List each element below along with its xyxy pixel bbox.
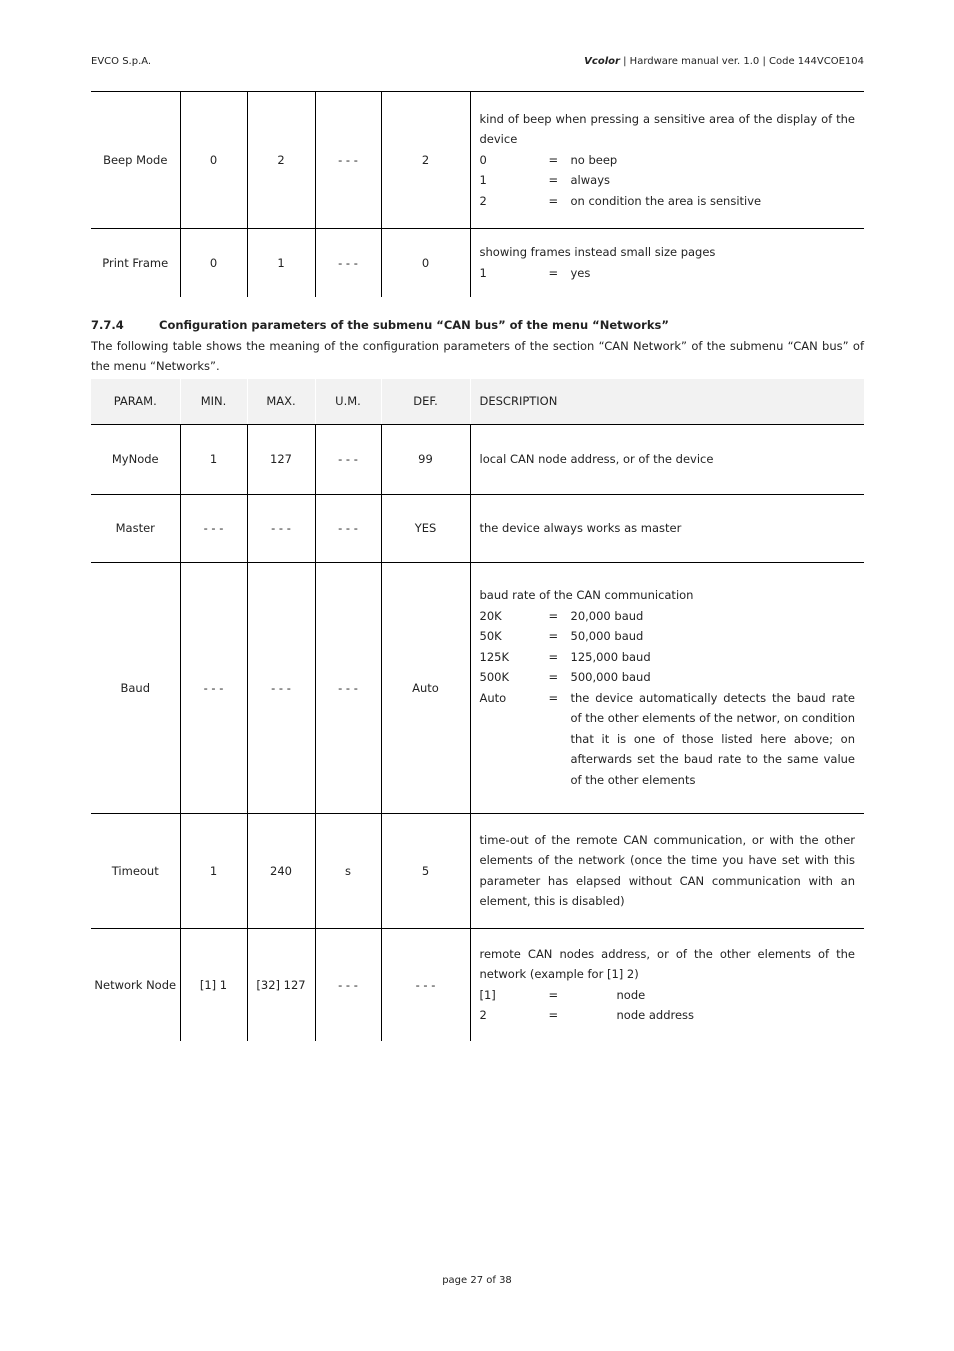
um-cell: - - - [315,562,381,813]
description-cell [470,229,864,297]
table-row [91,229,864,297]
min-cell: 1 [180,424,247,494]
description-cell: time-out of the remote CAN communication, or with the other elements of the network (once the time you have set with this parameter has elapsed without CAN communication with an element, this is disabled) [470,813,864,928]
header-param: PARAM. [91,379,180,424]
max-cell: 127 [247,424,315,494]
description-text: baud rate of the CAN communication [479,588,694,602]
section-title: Configuration parameters of the submenu “CAN bus” of the menu “Networks” [159,318,669,332]
def-cell: 5 [381,813,470,928]
max-cell: 2 [247,92,315,229]
min-cell: - - - [180,494,247,562]
def-cell: YES [381,494,470,562]
min-cell: [1] 1 [180,928,247,1041]
table-row [91,562,864,813]
option-line: 0 = no beep [479,152,618,167]
table-row [91,92,864,229]
table-row [91,424,864,494]
max-cell: 240 [247,813,315,928]
can-params-table [91,379,864,1041]
param-cell: Timeout [91,813,180,928]
description-cell [470,92,864,229]
um-cell: s [315,813,381,928]
header-um: U.M. [315,379,381,424]
option-line: 1 = always [479,173,610,188]
header-description: DESCRIPTION [470,379,864,424]
option-line: Auto = the device automatically detects the baud rate of the other elements of the networ, on condition that it is one of those listed here above; on afterwards set the baud rate to the same value of the other elements [479,690,855,787]
table-row [91,494,864,562]
option-line: 125K = 125,000 baud [479,649,651,664]
table-row [91,928,864,1041]
description-cell [470,928,864,1041]
option-line: 50K = 50,000 baud [479,629,644,643]
description-text: kind of beep when pressing a sensitive area of the display of the device [479,111,855,147]
page-header [91,56,864,70]
description-text: showing frames instead small size pages [479,245,716,260]
section-heading [91,318,669,332]
um-cell: - - - [315,92,381,229]
def-cell: - - - [381,928,470,1041]
header-min: MIN. [180,379,247,424]
max-cell: 1 [247,229,315,297]
param-cell: Baud [91,562,180,813]
max-cell: - - - [247,562,315,813]
product-name: Vcolor [584,56,620,67]
option-line: 20K = 20,000 baud [479,608,644,623]
def-cell: 0 [381,229,470,297]
param-cell: Beep Mode [91,92,180,229]
option-line: [1] = node [479,987,646,1002]
table-header-row [91,379,864,424]
def-cell: Auto [381,562,470,813]
manual-details: | Hardware manual ver. 1.0 | Code 144VCOE104 [619,56,864,67]
min-cell: 1 [180,813,247,928]
param-cell: Master [91,494,180,562]
max-cell: [32] 127 [247,928,315,1041]
header-max: MAX. [247,379,315,424]
table-row [91,813,864,928]
param-cell: Network Node [91,928,180,1041]
display-params-table [91,91,864,297]
section-number: 7.7.4 [91,318,124,332]
um-cell: - - - [315,494,381,562]
min-cell: 0 [180,92,247,229]
param-cell: MyNode [91,424,180,494]
param-cell: Print Frame [91,229,180,297]
section-intro: The following table shows the meaning of the configuration parameters of the section “CAN Network” of the submenu “CAN bus” of the menu “Networks”. [91,339,864,373]
company-name: EVCO S.p.A. [91,56,152,67]
um-cell: - - - [315,928,381,1041]
option-line: 2 = on condition the area is sensitive [479,193,762,208]
um-cell: - - - [315,229,381,297]
um-cell: - - - [315,424,381,494]
page-number: page 27 of 38 [442,1275,512,1286]
min-cell: 0 [180,229,247,297]
option-line: 1 = yes [479,265,591,280]
description-cell: the device always works as master [470,494,864,562]
option-line: 500K = 500,000 baud [479,670,651,684]
max-cell: - - - [247,494,315,562]
option-line: 2 = node address [479,1008,695,1023]
min-cell: - - - [180,562,247,813]
document-info [584,56,864,67]
header-def: DEF. [381,379,470,424]
description-cell [470,562,864,813]
def-cell: 99 [381,424,470,494]
description-text: remote CAN nodes address, or of the other elements of the network (example for [1] 2) [479,946,855,982]
def-cell: 2 [381,92,470,229]
description-cell: local CAN node address, or of the device [470,424,864,494]
